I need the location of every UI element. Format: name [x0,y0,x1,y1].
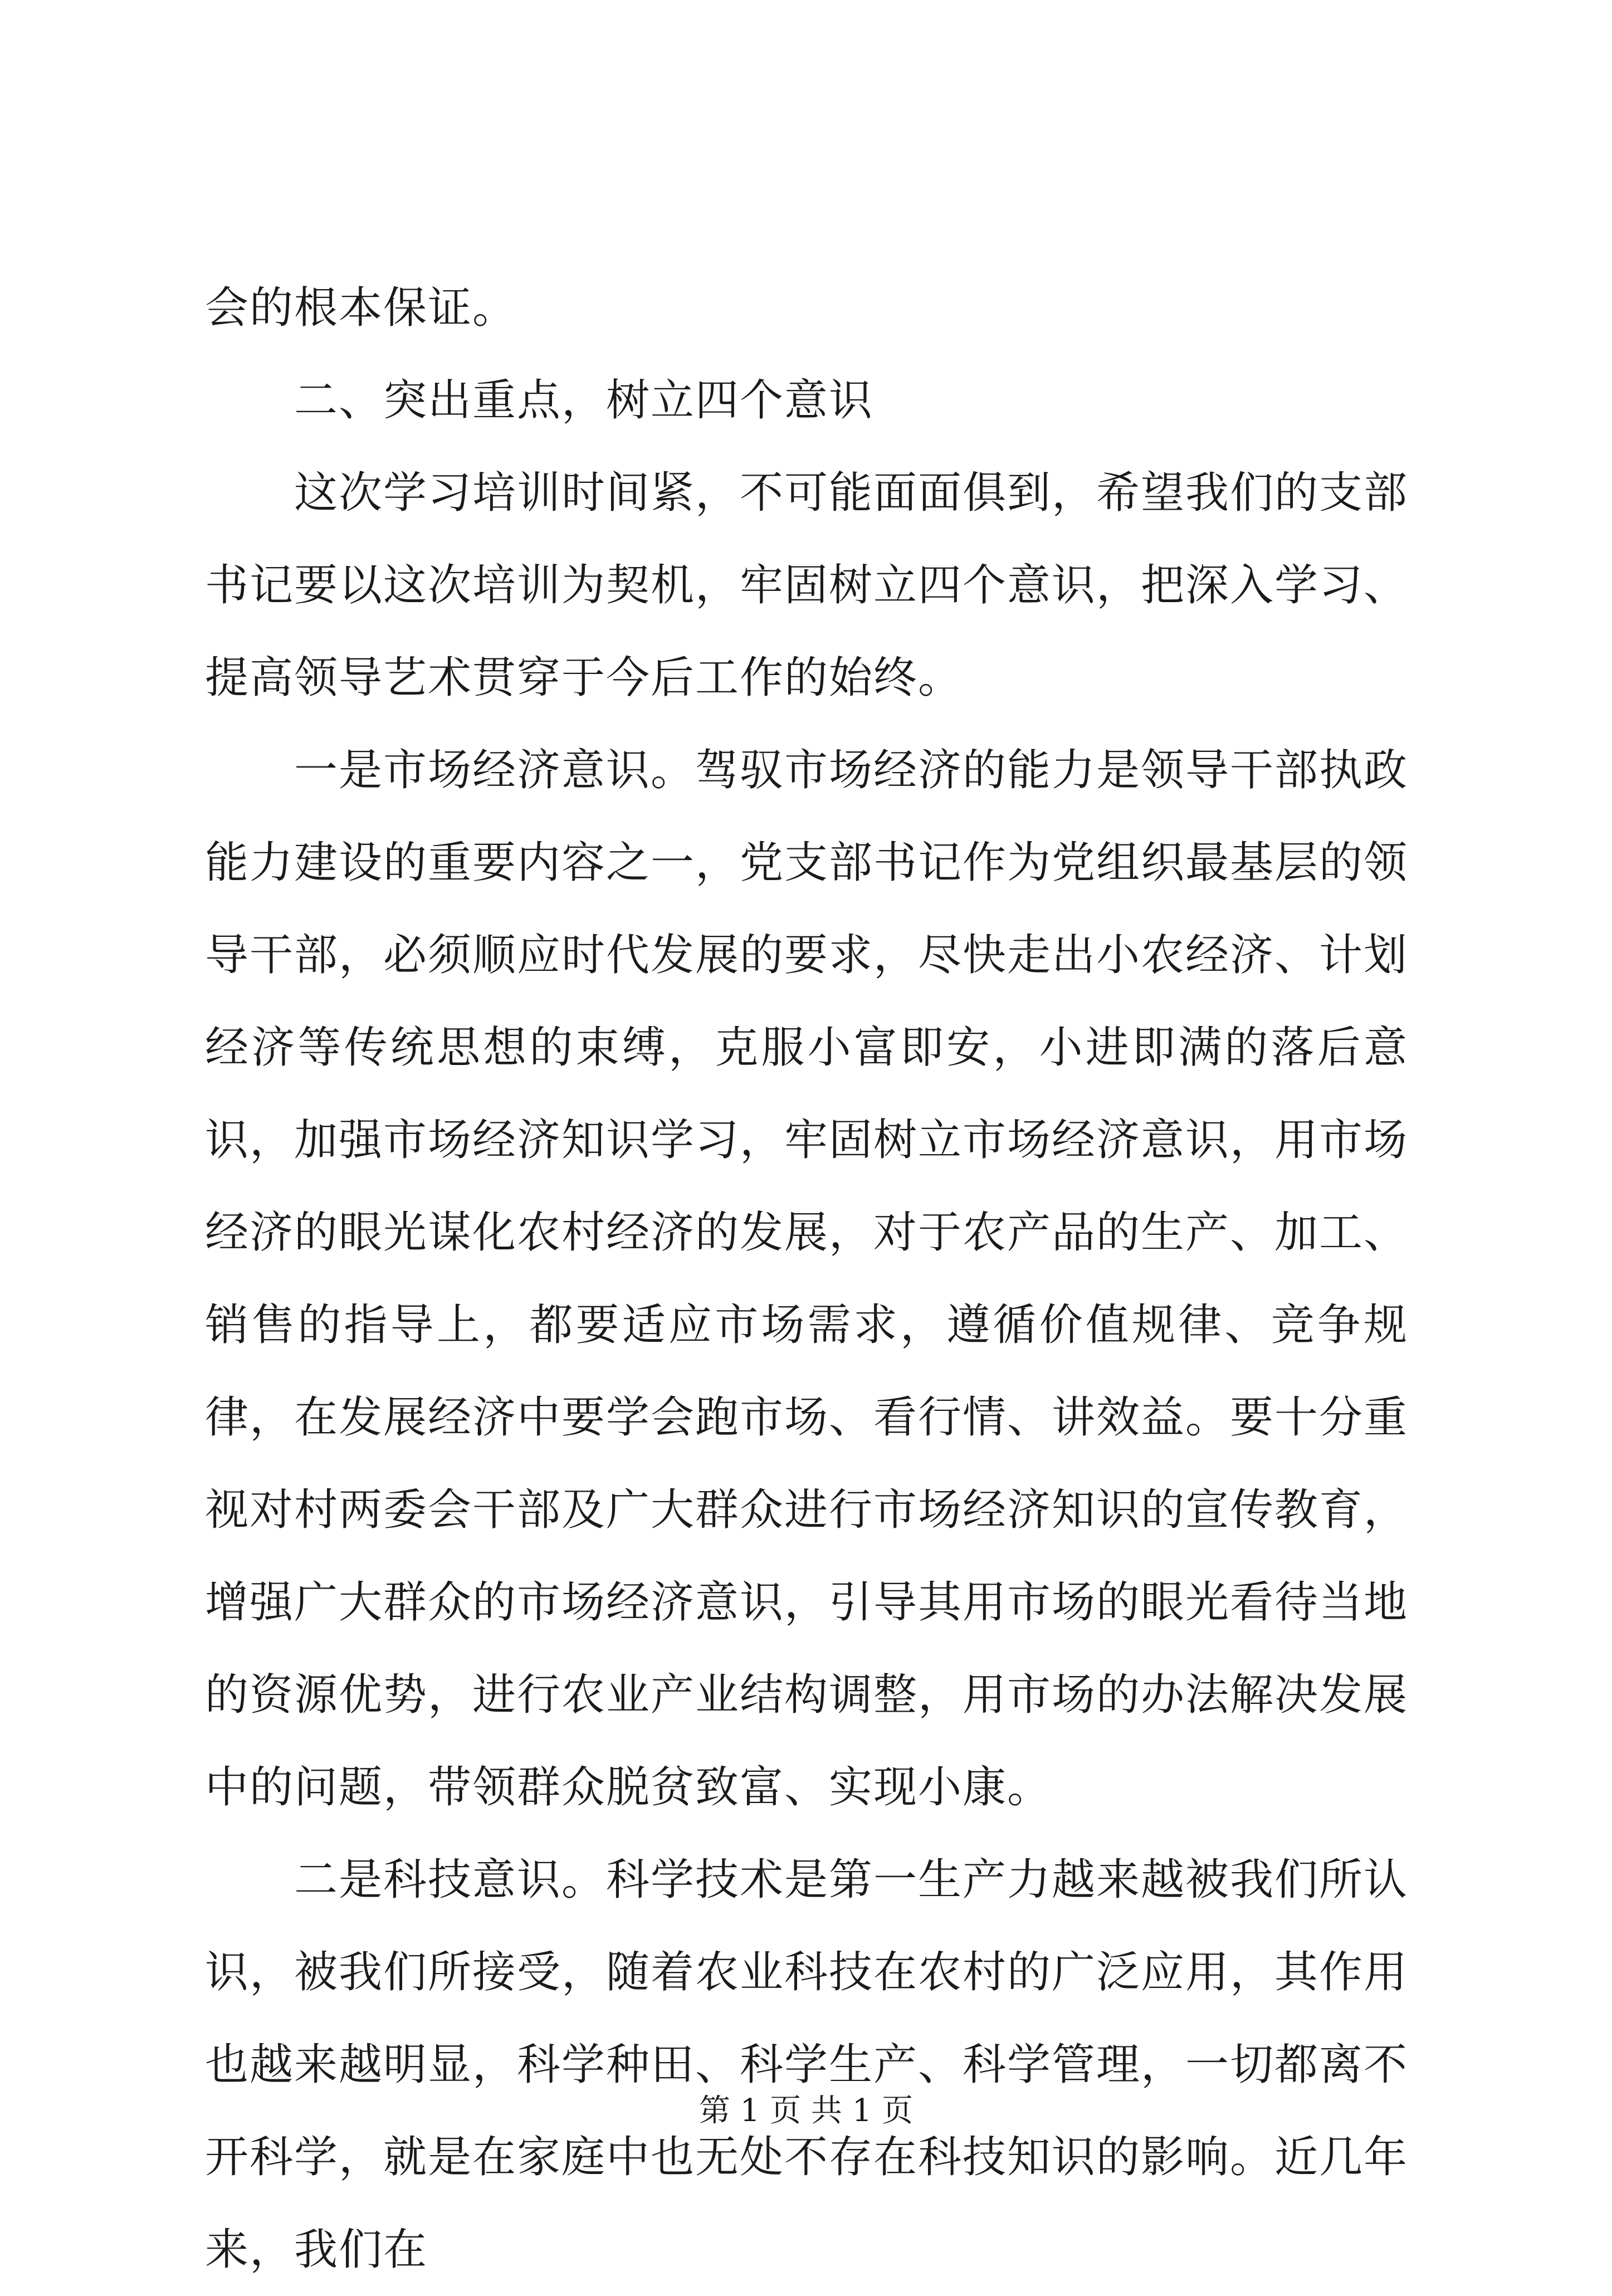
document-body [205,262,1408,2296]
paragraph-intro: 这次学习培训时间紧，不可能面面俱到，希望我们的支部书记要以这次培训为契机，牢固树立四个意识，把深入学习、提高领导艺术贯穿于今后工作的始终。 [205,468,1409,703]
section-heading: 二、突出重点，树立四个意识 [294,375,874,426]
paragraph-technology: 二是科技意识。科学技术是第一生产力越来越被我们所认识，被我们所接受，随着农业科技在农村的广泛应用，其作用也越来越明显，科学种田、科学生产、科学管理，一切都离不开科学，就是在家庭中也无处不存在科技知识的影响。近几年来，我们在 [205,1855,1409,2275]
page-footer: 第 1 页 共 1 页 [698,2093,914,2129]
paragraph-market-economy: 一是市场经济意识。驾驭市场经济的能力是领导干部执政能力建设的重要内容之一，党支部书记作为党组织最基层的领导干部，必须顺应时代发展的要求，尽快走出小农经济、计划经济等传统思想的束缚，克服小富即安，小进即满的落后意识，加强市场经济知识学习，牢固树立市场经济意识，用市场经济的眼光谋化农村经济的发展，对于农产品的生产、加工、销售的指导上，都要适应市场需求，遵循价值规律、竞争规律，在发展经济中要学会跑市场、看行情、讲效益。要十分重视对村两委会干部及广大群众进行市场经济知识的宣传教育，增强广大群众的市场经济意识，引导其用市场的眼光看待当地的资源优势，进行农业产业结构调整，用市场的办法解决发展中的问题，带领群众脱贫致富、实现小康。 [205,745,1409,1813]
paragraph-continuation: 会的根本保证。 [205,283,517,333]
